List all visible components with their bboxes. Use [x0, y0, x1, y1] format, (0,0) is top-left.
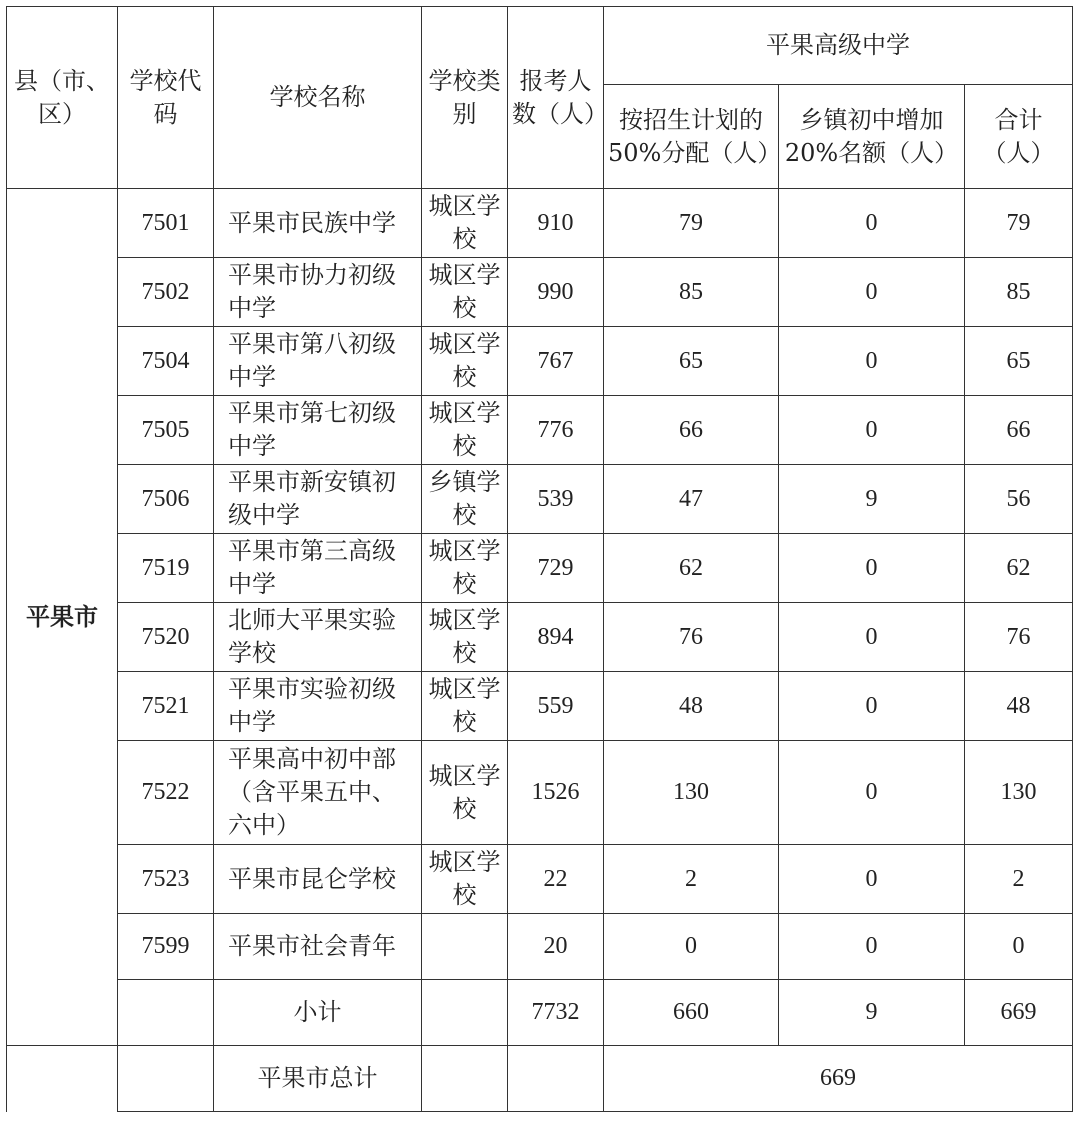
school-code: 7599 [118, 914, 214, 980]
header-group-title: 平果高级中学 [604, 7, 1073, 85]
applicants: 910 [508, 189, 604, 258]
table-row [7, 396, 1073, 465]
subtotal-total: 669 [965, 980, 1073, 1046]
school-name: 平果市实验初级中学 [214, 672, 422, 741]
plan-count: 65 [604, 327, 779, 396]
school-type: 城区学校 [422, 258, 508, 327]
header-town-20: 乡镇初中增加20%名额（人） [779, 85, 965, 189]
school-code: 7520 [118, 603, 214, 672]
table-row [7, 327, 1073, 396]
header-school-code: 学校代码 [118, 7, 214, 189]
header-school-type: 学校类别 [422, 7, 508, 189]
total-count: 65 [965, 327, 1073, 396]
total-count: 56 [965, 465, 1073, 534]
plan-count: 47 [604, 465, 779, 534]
applicants: 776 [508, 396, 604, 465]
school-type: 城区学校 [422, 189, 508, 258]
school-type: 城区学校 [422, 672, 508, 741]
school-name: 平果市第三高级中学 [214, 534, 422, 603]
grand-total-code-empty [118, 1046, 214, 1112]
plan-count: 62 [604, 534, 779, 603]
plan-count: 0 [604, 914, 779, 980]
school-code: 7521 [118, 672, 214, 741]
subtotal-code-empty [118, 980, 214, 1046]
plan-count: 2 [604, 845, 779, 914]
total-count: 48 [965, 672, 1073, 741]
school-name: 平果市昆仑学校 [214, 845, 422, 914]
table-row [7, 914, 1073, 980]
grand-total-row [7, 1046, 1073, 1112]
school-code: 7505 [118, 396, 214, 465]
applicants: 894 [508, 603, 604, 672]
school-type [422, 914, 508, 980]
plan-count: 85 [604, 258, 779, 327]
town-count: 0 [779, 914, 965, 980]
subtotal-plan: 660 [604, 980, 779, 1046]
total-count: 85 [965, 258, 1073, 327]
header-school-name: 学校名称 [214, 7, 422, 189]
table-row [7, 845, 1073, 914]
subtotal-label: 小计 [214, 980, 422, 1046]
school-name: 平果市第八初级中学 [214, 327, 422, 396]
table-row [7, 189, 1073, 258]
header-county: 县（市、区） [7, 7, 118, 189]
town-count: 9 [779, 465, 965, 534]
school-type: 城区学校 [422, 845, 508, 914]
table-row [7, 258, 1073, 327]
town-count: 0 [779, 845, 965, 914]
plan-count: 66 [604, 396, 779, 465]
school-code: 7519 [118, 534, 214, 603]
town-count: 0 [779, 603, 965, 672]
applicants: 20 [508, 914, 604, 980]
total-count: 0 [965, 914, 1073, 980]
town-count: 0 [779, 741, 965, 845]
school-name: 平果市社会青年 [214, 914, 422, 980]
applicants: 767 [508, 327, 604, 396]
town-count: 0 [779, 327, 965, 396]
plan-count: 79 [604, 189, 779, 258]
grand-total-label: 平果市总计 [214, 1046, 422, 1112]
town-count: 0 [779, 534, 965, 603]
subtotal-type-empty [422, 980, 508, 1046]
subtotal-town: 9 [779, 980, 965, 1046]
applicants: 559 [508, 672, 604, 741]
plan-count: 76 [604, 603, 779, 672]
applicants: 539 [508, 465, 604, 534]
header-applicants: 报考人数（人） [508, 7, 604, 189]
header-total: 合计（人） [965, 85, 1073, 189]
school-code: 7504 [118, 327, 214, 396]
applicants: 22 [508, 845, 604, 914]
school-name: 平果市第七初级中学 [214, 396, 422, 465]
applicants: 729 [508, 534, 604, 603]
school-code: 7501 [118, 189, 214, 258]
subtotal-applicants: 7732 [508, 980, 604, 1046]
school-type: 乡镇学校 [422, 465, 508, 534]
table-row [7, 672, 1073, 741]
county-cell: 平果市 [7, 189, 118, 1046]
school-code: 7523 [118, 845, 214, 914]
header-plan-50: 按招生计划的50%分配（人） [604, 85, 779, 189]
table-row [7, 534, 1073, 603]
table-row [7, 603, 1073, 672]
applicants: 990 [508, 258, 604, 327]
plan-count: 48 [604, 672, 779, 741]
town-count: 0 [779, 672, 965, 741]
town-count: 0 [779, 396, 965, 465]
school-code: 7522 [118, 741, 214, 845]
school-type: 城区学校 [422, 534, 508, 603]
school-type: 城区学校 [422, 741, 508, 845]
school-name: 北师大平果实验学校 [214, 603, 422, 672]
total-count: 62 [965, 534, 1073, 603]
school-name: 平果高中初中部（含平果五中、六中） [214, 741, 422, 845]
plan-count: 130 [604, 741, 779, 845]
school-type: 城区学校 [422, 603, 508, 672]
school-code: 7502 [118, 258, 214, 327]
table-row [7, 465, 1073, 534]
school-code: 7506 [118, 465, 214, 534]
subtotal-row [7, 980, 1073, 1046]
grand-total-applicants-empty [508, 1046, 604, 1112]
school-type: 城区学校 [422, 396, 508, 465]
town-count: 0 [779, 189, 965, 258]
town-count: 0 [779, 258, 965, 327]
total-count: 2 [965, 845, 1073, 914]
total-count: 66 [965, 396, 1073, 465]
grand-total-county-empty [7, 1046, 118, 1112]
total-count: 79 [965, 189, 1073, 258]
grand-total-type-empty [422, 1046, 508, 1112]
total-count: 130 [965, 741, 1073, 845]
applicants: 1526 [508, 741, 604, 845]
school-name: 平果市协力初级中学 [214, 258, 422, 327]
school-name: 平果市民族中学 [214, 189, 422, 258]
school-type: 城区学校 [422, 327, 508, 396]
grand-total-value: 669 [604, 1046, 1073, 1112]
total-count: 76 [965, 603, 1073, 672]
table-row [7, 741, 1073, 845]
allocation-table [6, 6, 1073, 1112]
school-name: 平果市新安镇初级中学 [214, 465, 422, 534]
